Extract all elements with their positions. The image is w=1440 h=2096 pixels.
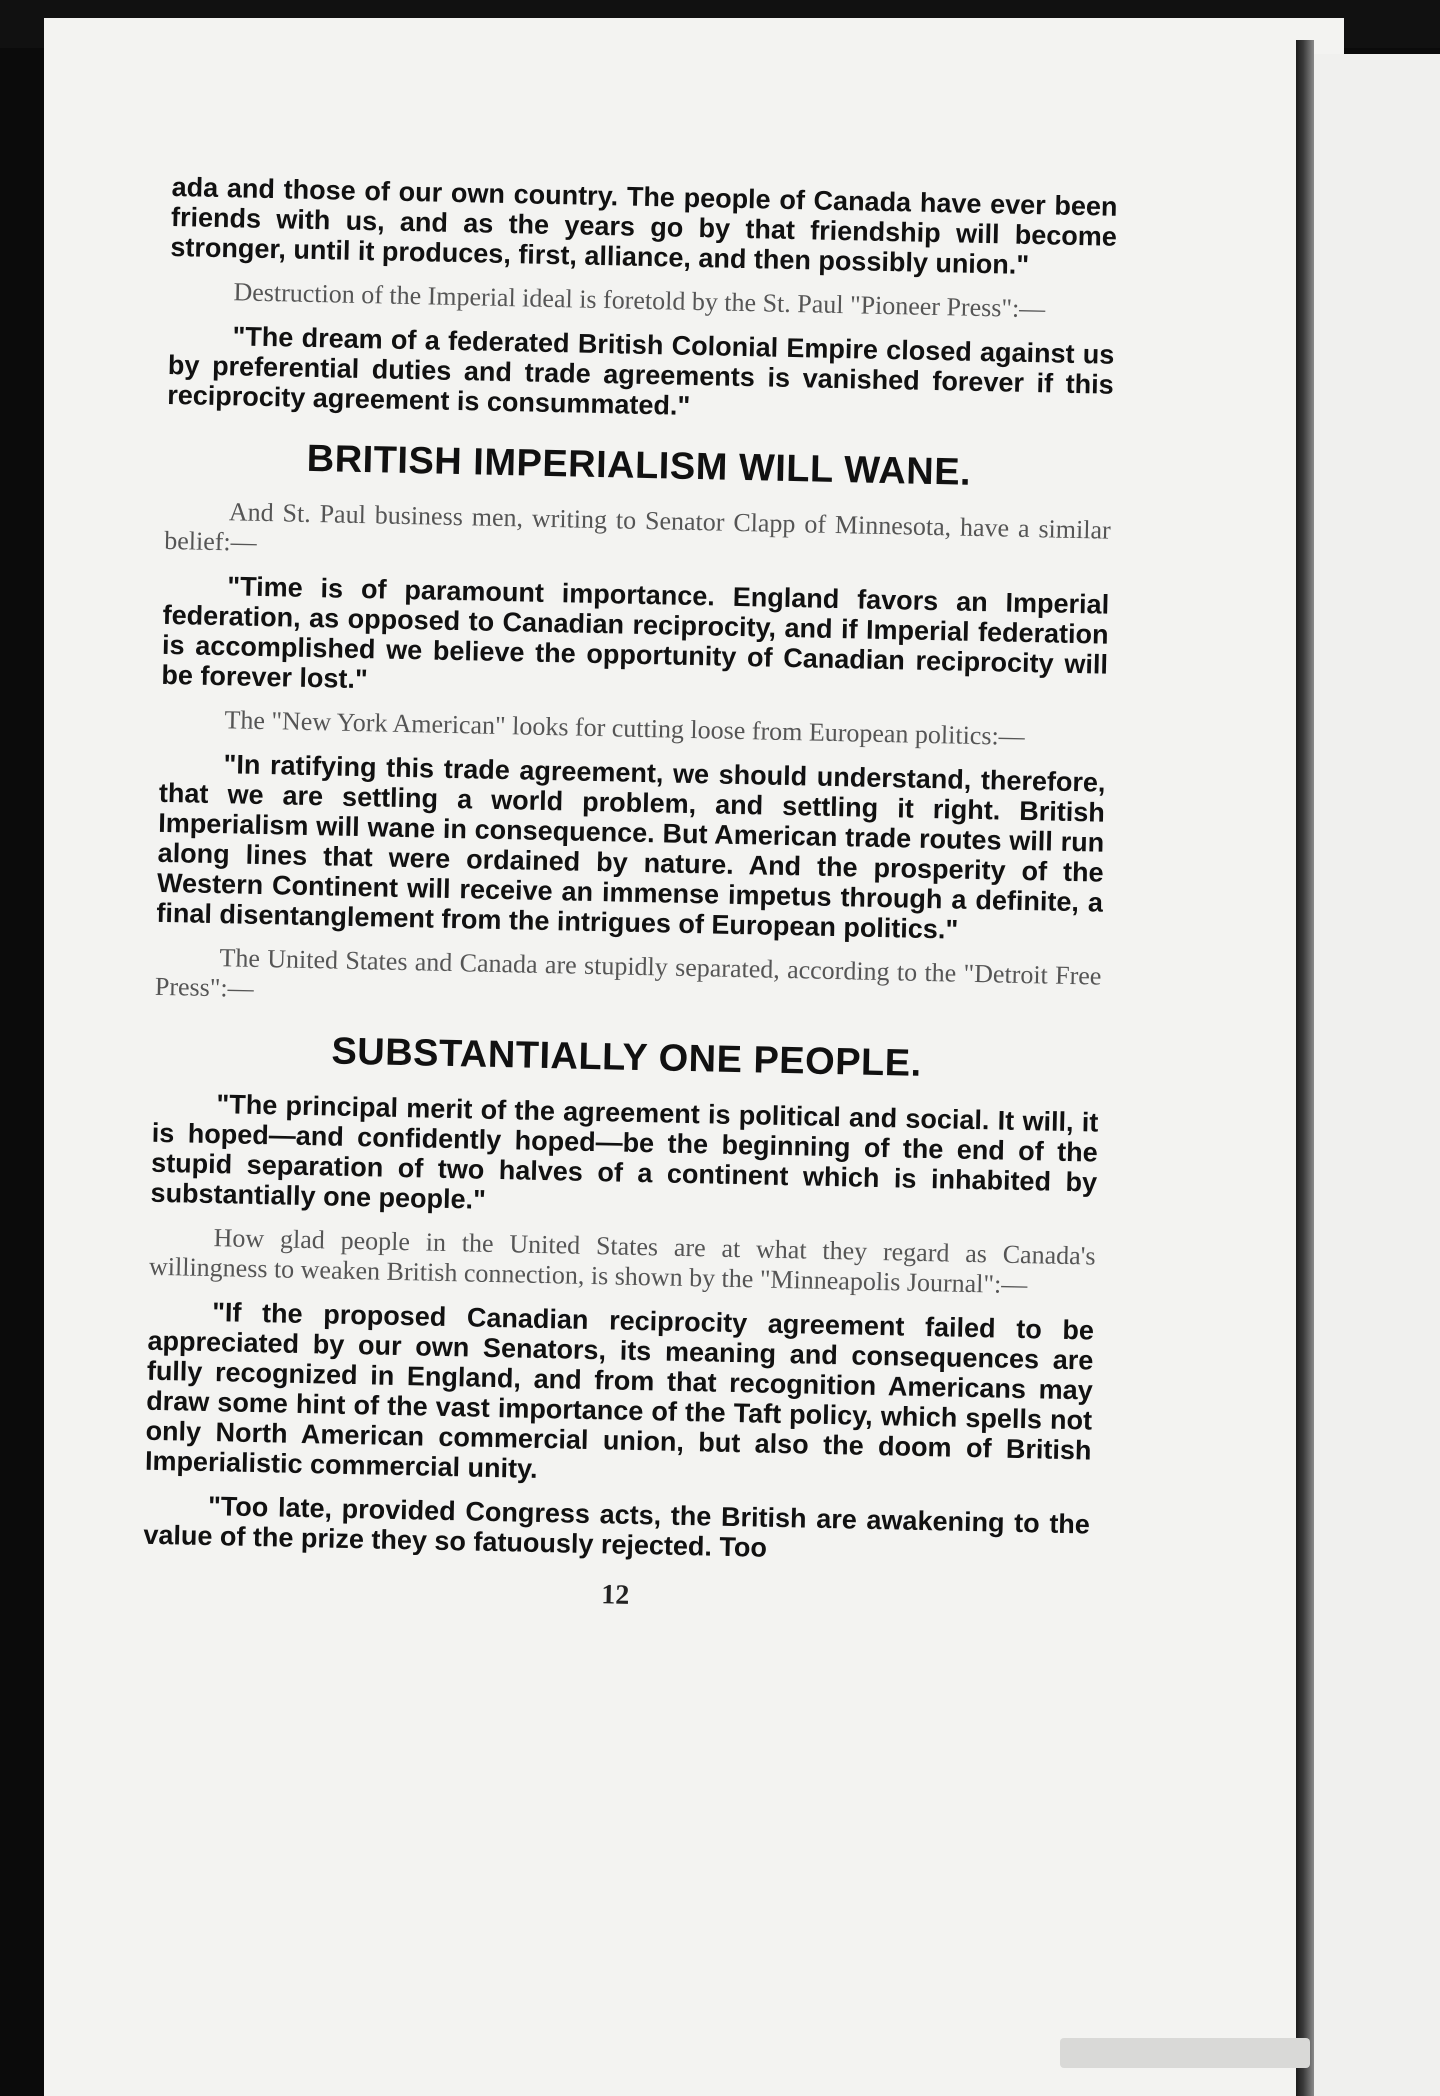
paragraph-5: "Time is of paramount importance. England favors an Imperial federation, as opposed to Canadian reciprocity, and if Imperial federation is accomplished we believe the opportunity of Canadian reciprocity will be forever lost." [161,571,1110,695]
scan-artifact [1060,2038,1310,2068]
paragraph-1: ada and those of our own country. The people of Canada have ever been friends with us, and as the years go by that friendship will become stronger, until it produces, first, alliance, and then possibly union." [170,172,1118,280]
paragraph-8: The United States and Canada are stupidly separated, according to the "Detroit Free Press":— [154,943,1102,1003]
paragraph-2: Destruction of the Imperial ideal is foretold by the St. Paul "Pioneer Press":— [233,277,1046,324]
paragraph-12: "Too late, provided Congress acts, the British are awakening to the value of the prize they so fatuously rejected. Too [143,1491,1091,1563]
page-text [142,172,1118,1621]
page-gutter [1296,40,1314,2096]
section-heading-british-imperialism: BRITISH IMPERIALISM WILL WANE. [306,437,972,494]
section-heading-one-people: SUBSTANTIALLY ONE PEOPLE. [331,1030,923,1085]
paragraph-11: "If the proposed Canadian reciprocity agreement failed to be appreciated by our own Senators, its meaning and consequences are fully recognized in England, and from that recognition Americans may draw some hint of the vast importance of the Taft policy, which spells not only North American commercial union, but also the doom of British Imperialistic commercial unity. [144,1297,1095,1484]
paragraph-10: How glad people in the United States are at what they regard as Canada's willingness to weaken British connection, is shown by the "Minneapolis Journal":— [148,1223,1096,1300]
paragraph-6: The "New York American" looks for cutting loose from European politics:— [224,705,1026,751]
paragraph-4: And St. Paul business men, writing to Senator Clapp of Minnesota, have a similar belief:— [163,497,1112,557]
paragraph-9: "The principal merit of the agreement is political and social. It will, it is hoped—and confidently hoped—be the beginning of the end of the stupid separation of two halves of a continent which is inhabited by substantially one people." [150,1089,1099,1215]
paragraph-3: "The dream of a federated British Colonial Empire closed against us by preferential duties and trade agreements is vanished forever if this reciprocity agreement is consummated." [167,321,1115,421]
page-number: 12 [600,1579,630,1611]
paragraph-7: "In ratifying this trade agreement, we should understand, therefore, that we are settling a world problem, and settling it right. British Imperialism will wane in consequence. But American trade routes will run along lines that were ordained by nature. And the prosperity of the Western Continent will receive an immense impetus through a definite, a final disentanglement from the intrigues of European politics." [156,749,1106,945]
facing-page-edge [1314,54,1440,2096]
